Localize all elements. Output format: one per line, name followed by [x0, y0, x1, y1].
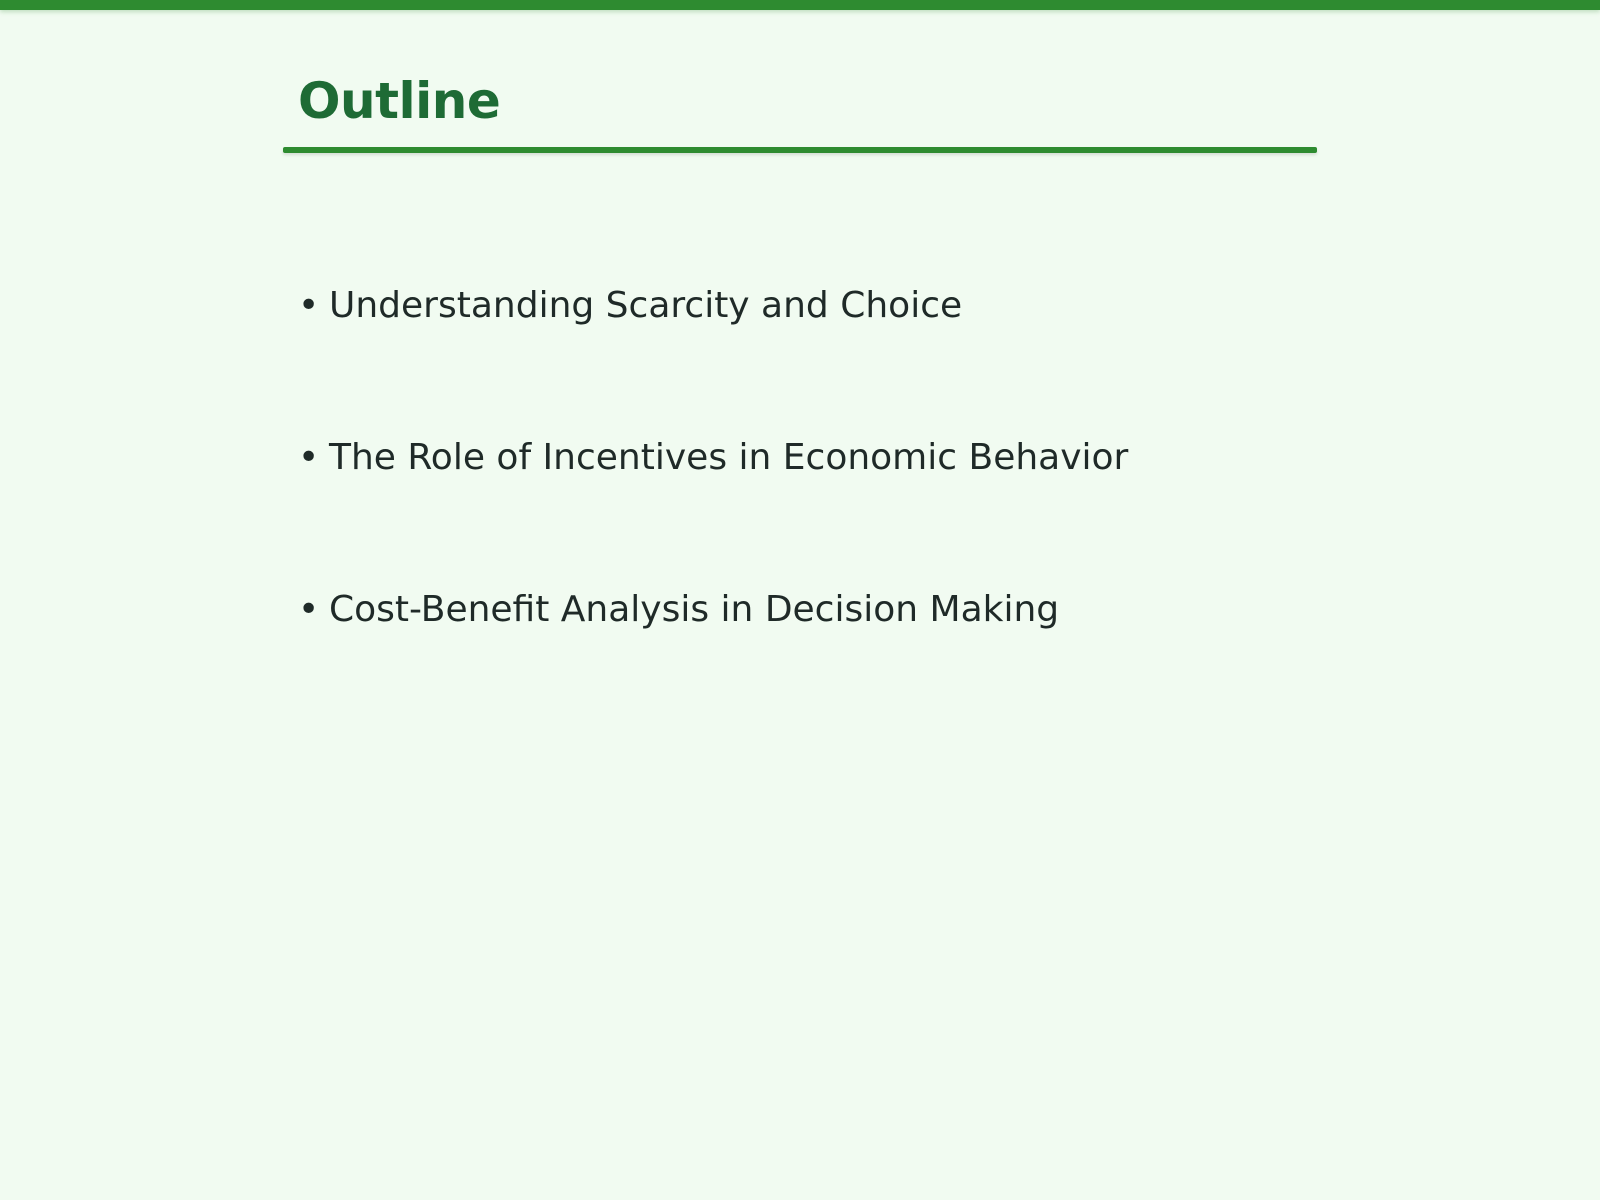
outline-item-text: Cost-Benefit Analysis in Decision Making: [329, 589, 1060, 630]
outline-item-text: The Role of Incentives in Economic Behavior: [329, 437, 1129, 478]
outline-item: [298, 428, 1128, 580]
title-underline: [283, 147, 1317, 153]
outline-item: [298, 276, 1128, 428]
bullet-icon: •: [298, 437, 320, 478]
outline-list: [298, 276, 1128, 732]
outline-item-text: Understanding Scarcity and Choice: [329, 285, 963, 326]
slide-title: Outline: [298, 72, 501, 130]
bullet-icon: •: [298, 589, 320, 630]
bullet-icon: •: [298, 285, 320, 326]
top-accent-bar: [0, 0, 1600, 10]
outline-item: [298, 580, 1128, 732]
